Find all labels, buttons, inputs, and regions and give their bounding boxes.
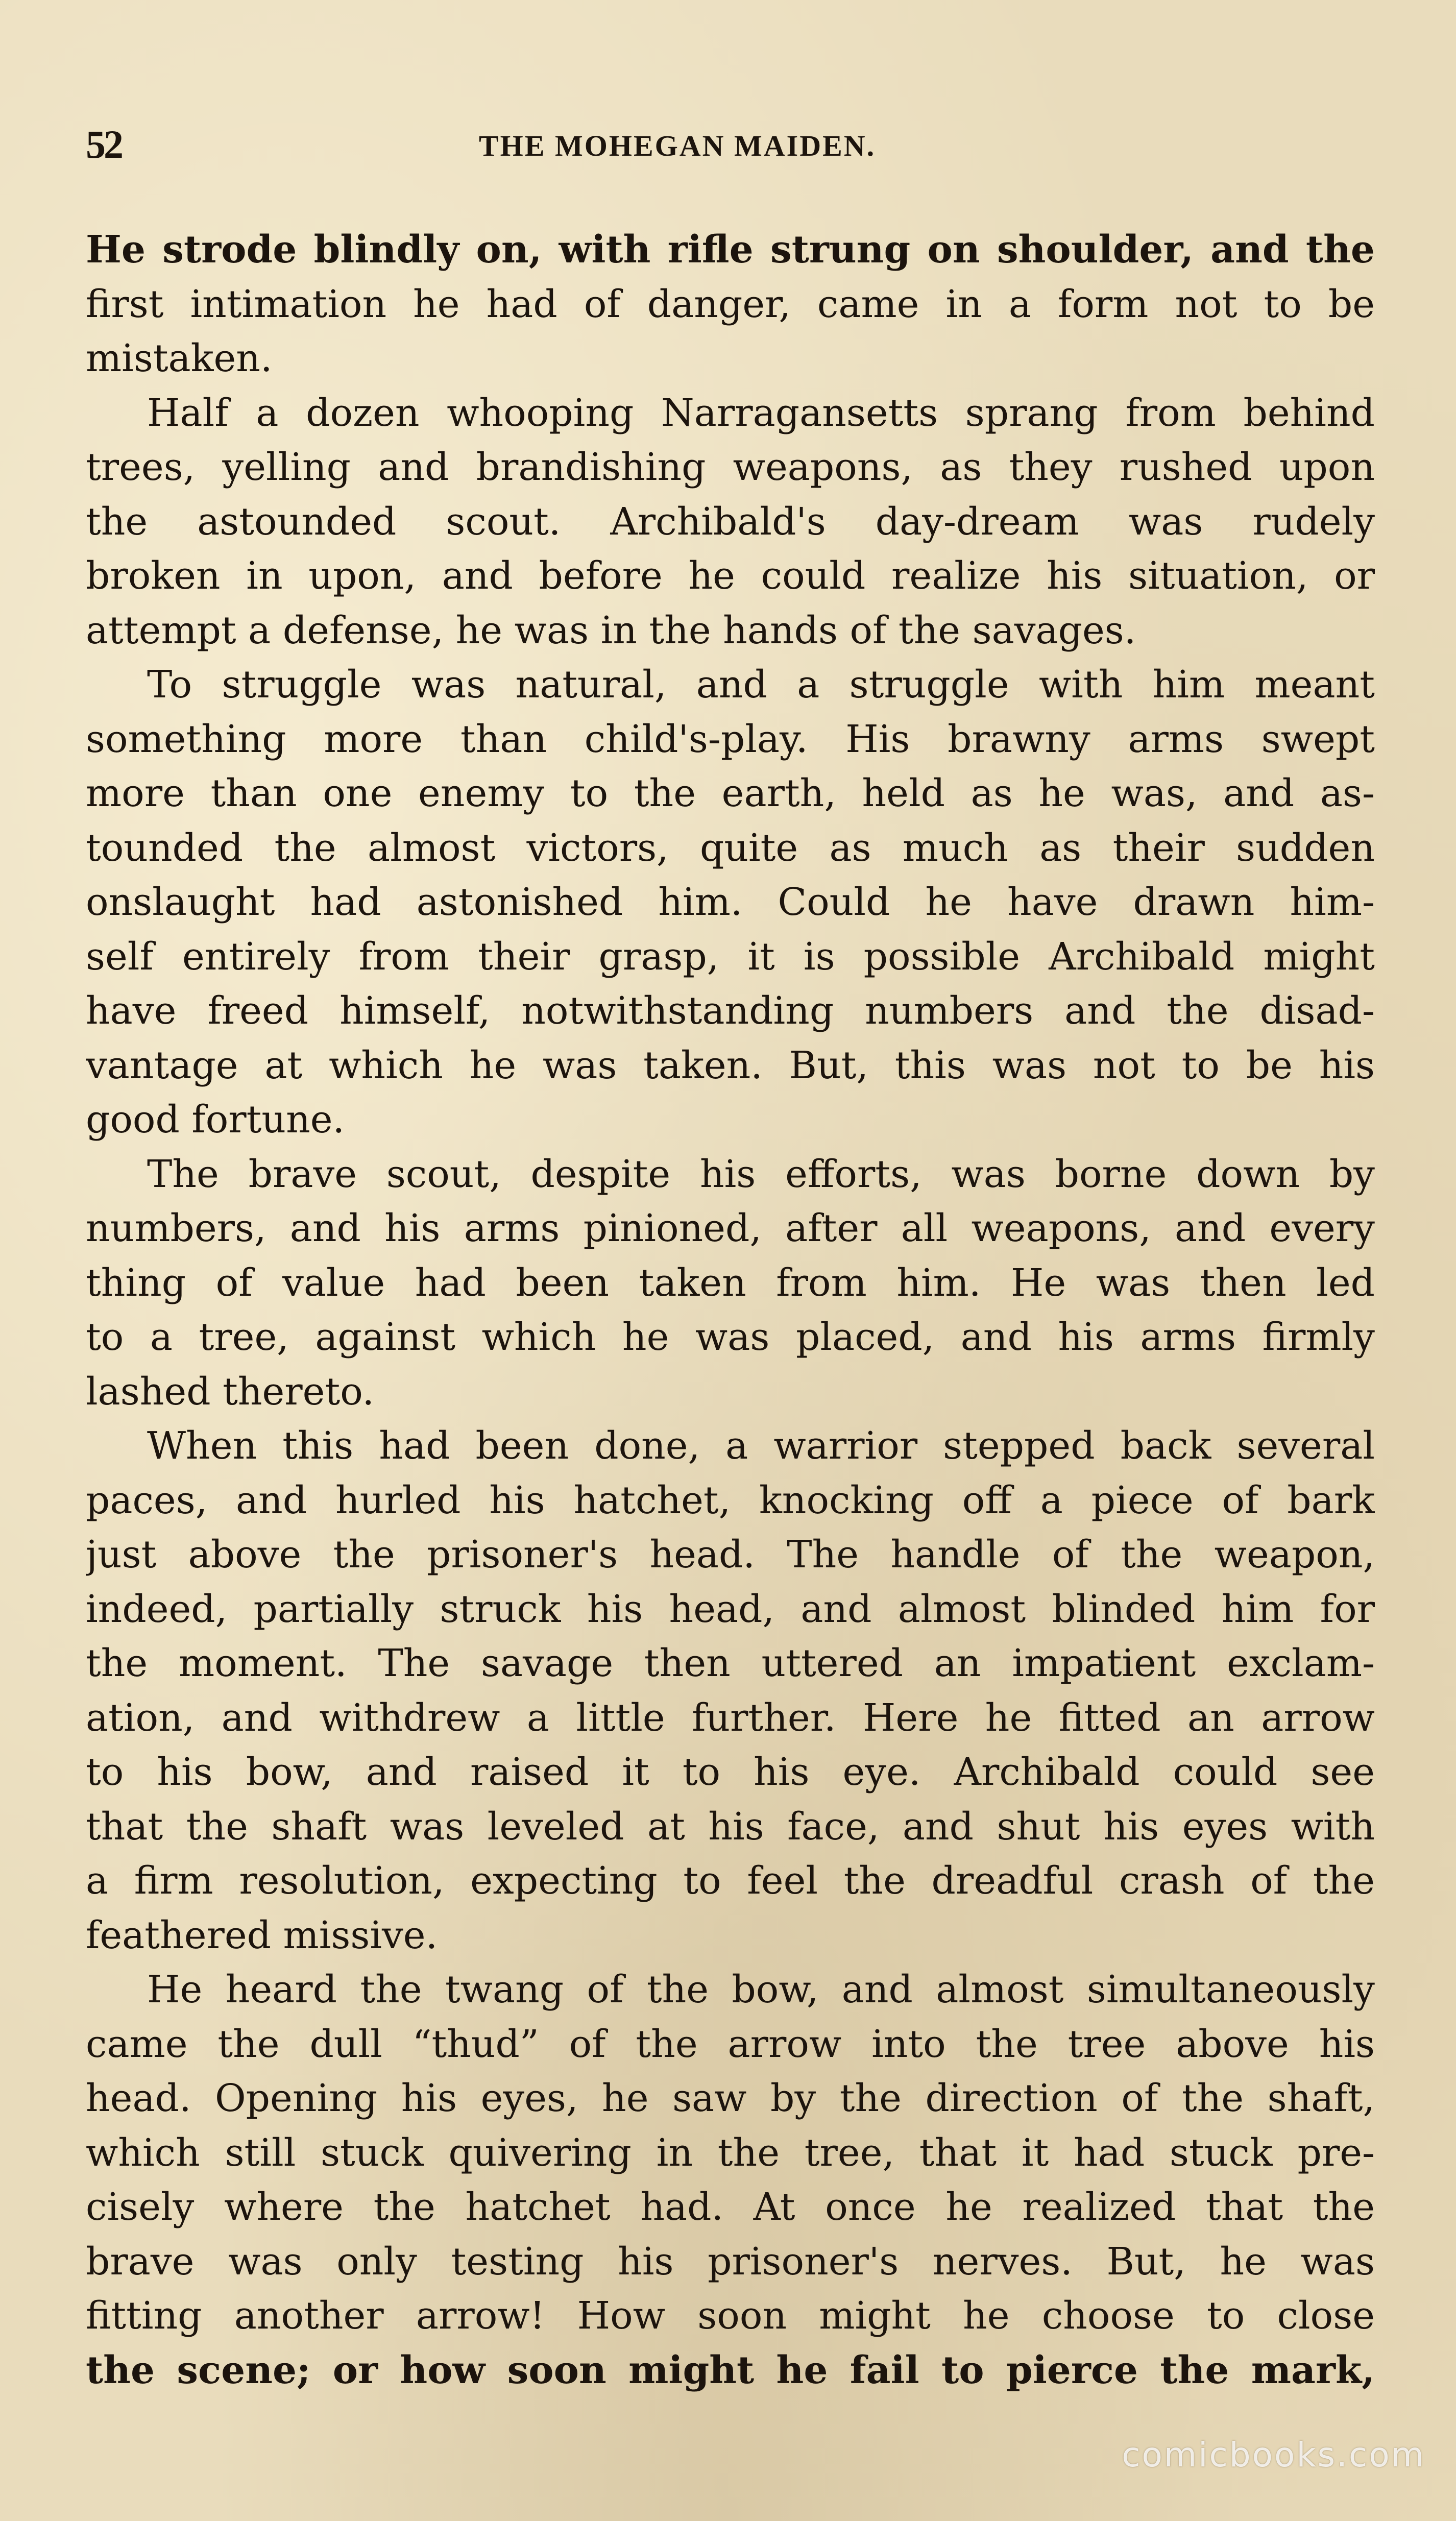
- text-line: a firm resolution, expecting to feel the dreadful crash of the: [86, 1859, 1375, 1903]
- text-line: To struggle was natural, and a struggle with him meant: [147, 663, 1375, 707]
- text-line: When this had been done, a warrior stepped back several: [147, 1424, 1375, 1468]
- text-line: He heard the twang of the bow, and almost simultaneously: [147, 1968, 1375, 2011]
- page-number: 52: [86, 122, 122, 166]
- text-line: trees, yelling and brandishing weapons, as they rushed upon: [86, 445, 1375, 489]
- text-line: vantage at which he was taken. But, this was not to be his: [86, 1043, 1375, 1087]
- text-line: feathered missive.: [86, 1913, 438, 1957]
- text-line: came the dull “thud” of the arrow into the tree above his: [86, 2022, 1375, 2066]
- text-line: just above the prisoner's head. The handle of the weapon,: [86, 1533, 1375, 1577]
- text-line: the scene; or how soon might he fail to pierce the mark,: [86, 2348, 1375, 2392]
- running-head: [86, 122, 1382, 167]
- text-line: something more than child's-play. His brawny arms swept: [86, 717, 1375, 761]
- text-line: He strode blindly on, with rifle strung on shoulder, and the: [86, 228, 1375, 272]
- text-line: The brave scout, despite his efforts, was borne down by: [147, 1152, 1375, 1196]
- text-line: first intimation he had of danger, came in a form not to be: [86, 282, 1375, 326]
- text-line: broken in upon, and before he could realize his situation, or: [86, 554, 1375, 598]
- body-text: [86, 223, 1375, 2397]
- text-line: thing of value had been taken from him. He was then led: [86, 1260, 1375, 1305]
- text-line: more than one enemy to the earth, held as he was, and as-: [86, 771, 1375, 815]
- text-line: have freed himself, notwithstanding numbers and the disad-: [86, 989, 1375, 1033]
- text-line: paces, and hurled his hatchet, knocking off a piece of bark: [86, 1478, 1375, 1522]
- text-line: onslaught had astonished him. Could he have drawn him-: [86, 880, 1375, 924]
- text-line: to his bow, and raised it to his eye. Archibald could see: [86, 1750, 1375, 1794]
- text-line: Half a dozen whooping Narragansetts sprang from behind: [147, 391, 1375, 435]
- text-line: which still stuck quivering in the tree, that it had stuck pre-: [86, 2130, 1375, 2175]
- text-line: tounded the almost victors, quite as much as their sudden: [86, 826, 1375, 870]
- text-line: ation, and withdrew a little further. Here he fitted an arrow: [86, 1695, 1375, 1740]
- text-line: the moment. The savage then uttered an impatient exclam-: [86, 1641, 1375, 1685]
- text-line: lashed thereto.: [86, 1369, 374, 1414]
- text-line: brave was only testing his prisoner's nerves. But, he was: [86, 2239, 1375, 2284]
- text-line: cisely where the hatchet had. At once he realized that the: [86, 2185, 1375, 2229]
- text-line: self entirely from their grasp, it is possible Archibald might: [86, 934, 1375, 979]
- text-line: the astounded scout. Archibald's day-dream was rudely: [86, 499, 1375, 544]
- text-line: numbers, and his arms pinioned, after all weapons, and every: [86, 1206, 1375, 1250]
- running-title: THE MOHEGAN MAIDEN.: [479, 129, 876, 162]
- text-line: that the shaft was leveled at his face, and shut his eyes with: [86, 1804, 1375, 1849]
- text-line: attempt a defense, he was in the hands of the savages.: [86, 608, 1136, 652]
- text-line: mistaken.: [86, 336, 273, 380]
- text-line: good fortune.: [86, 1098, 345, 1142]
- watermark: comicbooks.com: [1122, 2435, 1425, 2475]
- text-line: indeed, partially struck his head, and almost blinded him for: [86, 1587, 1375, 1631]
- text-line: to a tree, against which he was placed, and his arms firmly: [86, 1315, 1375, 1359]
- text-line: fitting another arrow! How soon might he choose to close: [86, 2294, 1375, 2338]
- text-line: head. Opening his eyes, he saw by the direction of the shaft,: [86, 2076, 1375, 2120]
